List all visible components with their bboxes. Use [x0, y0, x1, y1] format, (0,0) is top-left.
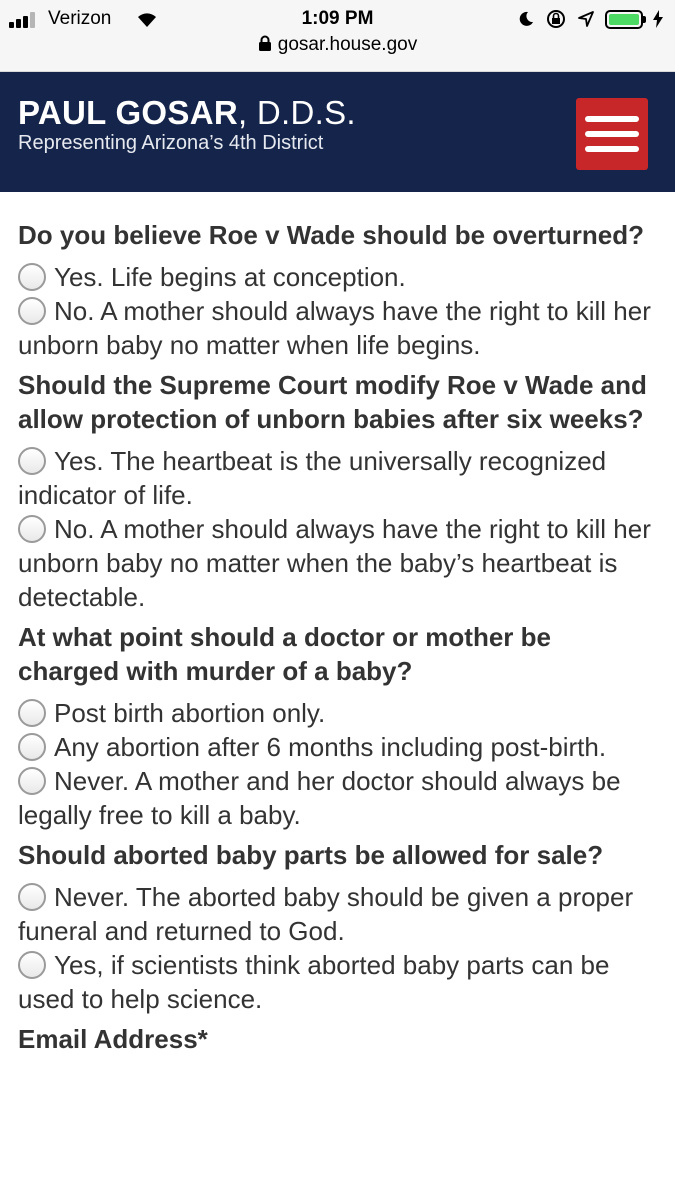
answer-option-label: No. A mother should always have the right to kill her unborn baby no matter when the baby’s heartbeat is detectable. [18, 514, 651, 612]
browser-status-bar [0, 0, 675, 72]
lock-icon [258, 35, 272, 52]
radio-button[interactable] [18, 699, 46, 727]
radio-button[interactable] [18, 883, 46, 911]
hamburger-bar [585, 131, 639, 137]
status-icons [517, 7, 663, 31]
address-bar[interactable] [0, 34, 675, 64]
survey-question-group [18, 620, 658, 832]
radio-button[interactable] [18, 297, 46, 325]
answer-option-label: Yes, if scientists think aborted baby parts can be used to help science. [18, 950, 610, 1014]
survey-form [18, 218, 658, 1056]
answer-option[interactable] [18, 260, 658, 294]
url-text: gosar.house.gov [277, 34, 418, 55]
answer-option-label: Yes. Life begins at conception. [54, 262, 406, 292]
answer-option-label: Any abortion after 6 months including post-birth. [54, 732, 607, 762]
question-text: At what point should a doctor or mother be charged with murder of a baby? [18, 622, 551, 686]
charging-bolt-icon [653, 10, 663, 28]
site-title[interactable] [18, 94, 356, 132]
answer-option-label: Never. A mother and her doctor should always be legally free to kill a baby. [18, 766, 621, 830]
status-row [0, 5, 675, 33]
survey-question-group [18, 838, 658, 1016]
hamburger-menu-button[interactable] [576, 98, 648, 170]
site-title-name: PAUL GOSAR [18, 94, 238, 131]
radio-button[interactable] [18, 447, 46, 475]
rotation-lock-icon [545, 8, 567, 30]
site-header [0, 72, 675, 192]
radio-button[interactable] [18, 263, 46, 291]
answer-option[interactable] [18, 444, 658, 512]
answer-option[interactable] [18, 948, 658, 1016]
answer-option[interactable] [18, 880, 658, 948]
answer-option[interactable] [18, 512, 658, 614]
answer-option-label: Yes. The heartbeat is the universally recognized indicator of life. [18, 446, 607, 510]
answer-option[interactable] [18, 764, 658, 832]
answer-option[interactable] [18, 294, 658, 362]
answer-option-label: Never. The aborted baby should be given a proper funeral and returned to God. [18, 882, 634, 946]
radio-button[interactable] [18, 951, 46, 979]
radio-button[interactable] [18, 515, 46, 543]
moon-icon [517, 10, 535, 28]
hamburger-bar [585, 146, 639, 152]
battery-icon [605, 10, 643, 29]
question-text: Do you believe Roe v Wade should be overturned? [18, 220, 645, 250]
radio-button[interactable] [18, 767, 46, 795]
question-text: Should the Supreme Court modify Roe v Wade and allow protection of unborn babies after six weeks? [18, 370, 647, 434]
answer-option-label: Post birth abortion only. [54, 698, 326, 728]
hamburger-menu-icon [585, 116, 639, 122]
answer-option-label: No. A mother should always have the right to kill her unborn baby no matter when life begins. [18, 296, 651, 360]
answer-option[interactable] [18, 730, 658, 764]
radio-button[interactable] [18, 733, 46, 761]
question-text: Should aborted baby parts be allowed for sale? [18, 840, 604, 870]
site-title-suffix: , D.D.S. [237, 94, 356, 131]
carrier-name: Verizon [48, 8, 112, 29]
survey-question-group [18, 218, 658, 362]
email-address-label: Email Address* [18, 1024, 208, 1054]
answer-option[interactable] [18, 696, 658, 730]
site-subtitle: Representing Arizona’s 4th District [18, 132, 324, 154]
location-arrow-icon [577, 10, 595, 28]
question-list [18, 218, 658, 1016]
survey-question-group [18, 368, 658, 614]
clock: 1:09 PM [301, 8, 374, 29]
